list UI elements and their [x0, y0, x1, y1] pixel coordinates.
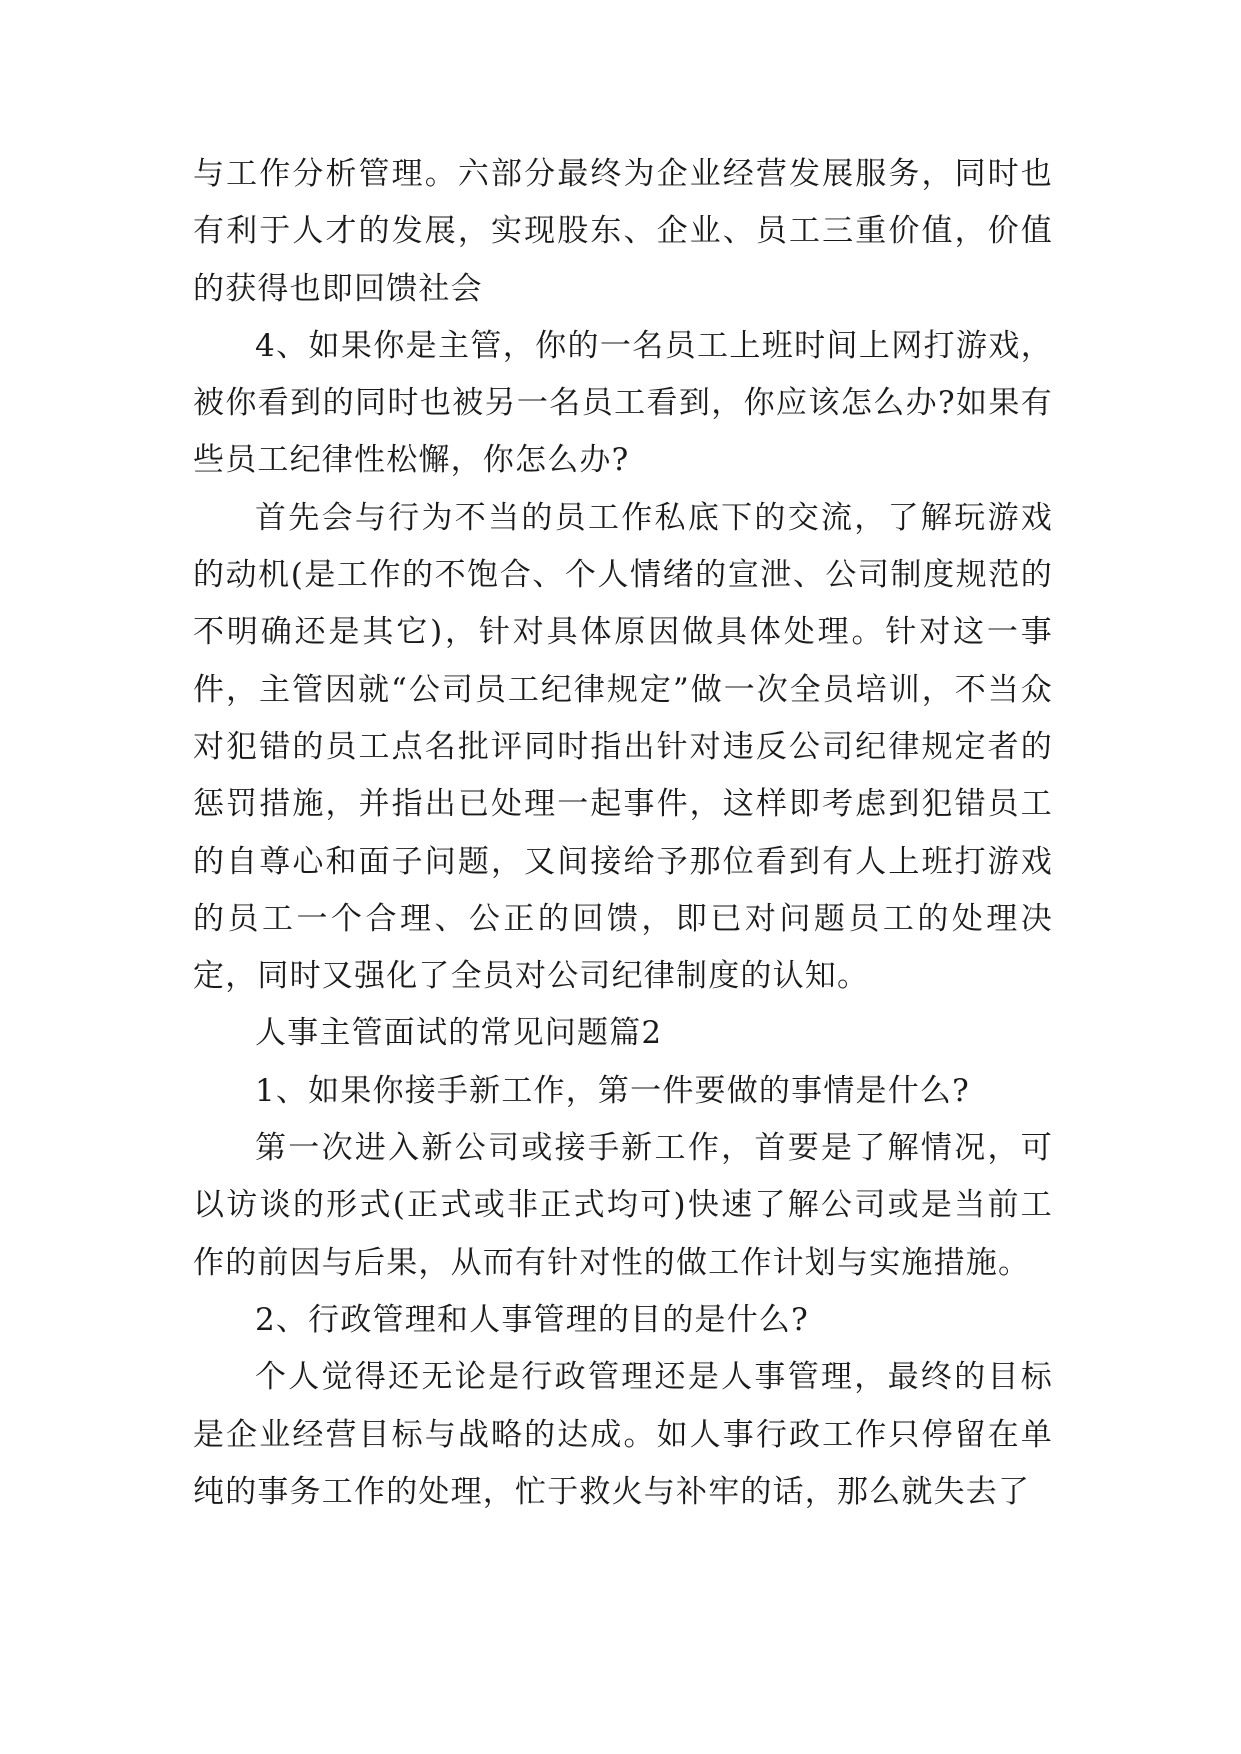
paragraph-continued: 与工作分析管理。六部分最终为企业经营发展服务，同时也有利于人才的发展，实现股东、企业、员工三重价值，价值的获得也即回馈社会: [193, 156, 1053, 307]
answer-4: 首先会与行为不当的员工作私底下的交流，了解玩游戏的动机(是工作的不饱合、个人情绪的宣泄、公司制度规范的不明确还是其它)，针对具体原因做具体处理。针对这一事件，主管因就“公司员工纪律规定”做一次全员培训，不当众对犯错的员工点名批评同时指出针对违反公司纪律规定者的惩罚措施，并指出已处理一起事件，这样即考虑到犯错员工的自尊心和面子问题，又间接给予那位看到有人上班打游戏的员工一个合理、公正的回馈，即已对问题员工的处理决定，同时又强化了全员对公司纪律制度的认知。: [193, 499, 1053, 995]
document-body: [193, 146, 1053, 1521]
question-2: 2、行政管理和人事管理的目的是什么?: [255, 1301, 809, 1338]
answer-1: 第一次进入新公司或接手新工作，首要是了解情况，可以访谈的形式(正式或非正式均可)快速了解公司或是当前工作的前因与后果，从而有针对性的做工作计划与实施措施。: [193, 1130, 1053, 1281]
question-4: 4、如果你是主管，你的一名员工上班时间上网打游戏，被你看到的同时也被另一名员工看到，你应该怎么办?如果有些员工纪律性松懈，你怎么办?: [193, 327, 1053, 479]
section-heading: 人事主管面试的常见问题篇2: [255, 1015, 663, 1052]
question-1: 1、如果你接手新工作，第一件要做的事情是什么?: [255, 1072, 970, 1109]
answer-2: 个人觉得还无论是行政管理还是人事管理，最终的目标是企业经营目标与战略的达成。如人事行政工作只停留在单纯的事务工作的处理，忙于救火与补牢的话，那么就失去了: [193, 1359, 1053, 1510]
